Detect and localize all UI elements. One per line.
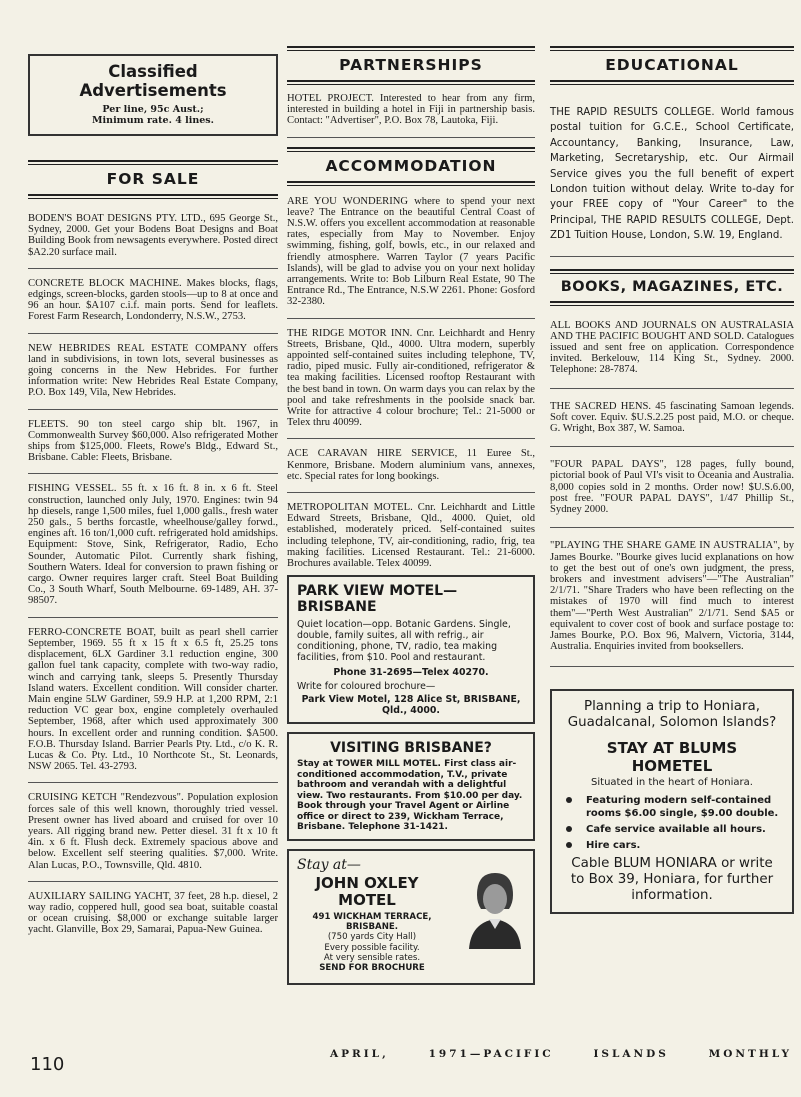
park-view-ad bbox=[287, 575, 535, 724]
ad-all-books: ALL BOOKS AND JOURNALS ON AUSTRALASIA AND THE PACIFIC BOUGHT AND SOLD. Catalogues issued and sent free on application. Correspondence invited. Berkelouw, 114 King St., Sydney. 2000. Telephone: 28-7874. bbox=[550, 320, 794, 389]
blums-head: STAY AT BLUMS HOMETEL bbox=[606, 739, 738, 776]
ad-ace-caravan: ACE CARAVAN HIRE SERVICE, 11 Euree St., Kenmore, Brisbane. Modern aluminium vans, annexes, etc. Special rates for long bookings. bbox=[287, 448, 535, 493]
blums-hometel-ad bbox=[550, 689, 794, 914]
column-middle bbox=[287, 0, 535, 985]
oxley-line-5: At very sensible rates. bbox=[323, 952, 421, 963]
section-rule bbox=[550, 80, 794, 85]
ad-auxiliary-yacht: AUXILIARY SAILING YACHT, 37 feet, 28 h.p. diesel, 2 way radio, coppered hull, good sea boat, suitable coastal or ocean cruising. $8,000 or exchange suitable larger yacht. Glanville, Box 29, Samarai, Papua-New Guinea. bbox=[28, 890, 278, 936]
ad-cruising-ketch: CRUISING KETCH "Rendezvous". Population explosion forces sale of this well known, thoroughly tried vessel. Present owner has lived aboard and cruised for over 10 years. All rigging brand new. Petter diesel. 31 ft x 10 ft 4in. x 6 ft. Flush deck. Extremely spacious above and below. Excellent self steering qualities. $7,000. Write. Alan Lucas, P.O., Townsville, Qld. 4810. bbox=[28, 792, 278, 881]
ad-hotel-project: HOTEL PROJECT. Interested to hear from any firm, interested in building a hotel in Fiji in partnership basis. Contact: "Advertiser", P.O. Box 78, Lautoka, Fiji. bbox=[287, 93, 535, 138]
ad-are-you-wondering: ARE YOU WONDERING where to spend your next leave? The Entrance on the beautiful Central Coast of N.S.W. offers you excellent accommodation at reasonable rates, especially from May to November. Enjoy swimming, fishing, golf, bowls, etc., in our relaxed and friendly atmosphere. Warren Taylor (7 years Pacific Islands), will be glad to advise you on your next holiday arrangements. Write to: Bob Lilburn Real Estate, 90 The Entrance Rd., The Entrance, N.S.W 2261. Phone: Gosford 32-2380. bbox=[287, 196, 535, 319]
oxley-name-2: MOTEL bbox=[338, 890, 396, 909]
ad-ridge-motor-inn: THE RIDGE MOTOR INN. Cnr. Leichhardt and Henry Streets, Brisbane, Qld., 4000. Ultra modern, superbly appointed self-contained suites including telephone, TV, radio, piped music. Fully air-conditioned, refrigerator & tea making facilities. Licensed rooftop Restaurant with the best band in town. On warm days you can relax by the pool and take refreshments in the poolside snack bar. Write for attractive 4 colour brochure; Tel.: 21-5000 or Telex thru 40099. bbox=[287, 328, 535, 440]
blums-item: Featuring modern self-contained rooms $6.00 single, $9.00 double. bbox=[564, 794, 780, 820]
blums-list bbox=[564, 794, 780, 852]
visiting-brisbane-ad bbox=[287, 732, 535, 841]
blums-sub: Situated in the heart of Honiara. bbox=[591, 777, 753, 789]
blums-top: Planning a trip to Honiara, Guadalcanal, Solomon Islands? bbox=[567, 699, 777, 731]
oxley-line-1: 491 WICKHAM TERRACE, bbox=[312, 911, 432, 922]
heading-books: BOOKS, MAGAZINES, ETC. bbox=[560, 278, 784, 295]
heading-for-sale: FOR SALE bbox=[106, 170, 200, 188]
portrait-illustration bbox=[463, 865, 525, 949]
ad-new-hebrides: NEW HEBRIDES REAL ESTATE COMPANY offers land in subdivisions, in town lots, several businesses as going concerns in the New Hebrides. For further information write: New Hebrides Real Estate Company, P.O. Box 149, Vila, New Hebrides. bbox=[28, 343, 278, 410]
ad-fishing-vessel: FISHING VESSEL. 55 ft. x 16 ft. 8 in. x 6 ft. Steel construction, launched only July, 1970. Engines: twin 94 hp diesels, range 1,500 miles, fuel 1,000 galls., fresh water 250 gals., 5 berths forcastle, wheelhouse/galley forwd., engines aft. 16 ton/1,000 cuft. refrigerated hold amidships. Equipment: Stove, Sink, Refrigerator, Radio, Echo Sounder, Automatic Pilot. Currently shark fishing, Southern Waters. Ideal for conversion to prawn fishing or cargo. Owner requires larger craft. Steel Boat Building Co., 3 South Wharf, South Melbourne. 69-1489, AH. 37-98507. bbox=[28, 483, 278, 617]
ad-fleets: FLEETS. 90 ton steel cargo ship blt. 1967, in Commonwealth Survey $60,000. Also refrigerated Mother ships from $125,000. Fleets, Rowe's Bldg., Edward St., Brisbane. Cable: Fleets, Brisbane. bbox=[28, 419, 278, 475]
park-view-phone: Phone 31-2695—Telex 40270. bbox=[333, 667, 489, 679]
john-oxley-ad bbox=[287, 849, 535, 985]
oxley-line-4: Every possible facility. bbox=[324, 942, 420, 953]
heading-accommodation: ACCOMMODATION bbox=[325, 156, 497, 175]
ad-concrete-block: CONCRETE BLOCK MACHINE. Makes blocks, flags, edgings, screen-blocks, garden stools—up to 8 at once and 96 an hour. $A107 c.i.f. main ports. Send for leaflets. Forest Farm Research, Londonderry, N.S.W., 2753. bbox=[28, 278, 278, 334]
oxley-stay: Stay at— bbox=[297, 856, 361, 873]
oxley-line-3: (750 yards City Hall) bbox=[327, 932, 417, 943]
section-rule bbox=[28, 194, 278, 199]
footer-islands: ISLANDS bbox=[593, 1048, 669, 1060]
ad-four-papal-days: "FOUR PAPAL DAYS", 128 pages, fully bound, pictorial book of Paul VI's visit to Oceania and Australia. 8,000 copies sold in 2 months. Order now! $U.S.6.00, post free. "FOUR PAPAL DAYS", 1/47 Phillip St., Sydney 2000. bbox=[550, 459, 794, 528]
park-view-title: PARK VIEW MOTEL—BRISBANE bbox=[297, 583, 458, 616]
visiting-body: Stay at TOWER MILL MOTEL. First class air-conditioned accommodation, T.V., private bathroom and verandah with a delightful view. Two restaurants. From $10.00 per day. Book through your Travel Agent or Airline office or direct to 239, Wickham Terrace, Brisbane. Telephone 31-1421. bbox=[297, 759, 523, 833]
visiting-title: VISITING BRISBANE? bbox=[330, 740, 492, 757]
rate-line-2: Minimum rate. 4 lines. bbox=[92, 115, 214, 126]
oxley-line-2: BRISBANE. bbox=[345, 922, 399, 933]
ad-share-game: "PLAYING THE SHARE GAME IN AUSTRALIA", by James Bourke. "Bourke gives lucid explanations on how to get the best out of one's own judgment, the press, brokers and investment advisers"—"The Australian" 2/1/71. "Share Traders who have been reflecting on the mistakes of 1970 will find much to interest them"—"Perth West Australian" 2/1/71. Send $A5 or equivalent to cover cost of book and surface postage to: James Bourke, P.O. Box 96, Malvern, Victoria, 3144, Australia. Enquiries invited from booksellers. bbox=[550, 540, 794, 667]
ad-metropolitan-motel: METROPOLITAN MOTEL. Cnr. Leichhardt and Little Edward Streets, Brisbane, Qld., 4000. Quiet, old established, moderately priced. Self-contained suites including telephone, TV, air-conditioning, radio, frig, tea making facilities. Licensed Restaurant. Tel.: 21-6000. Brochures available. Telex 40099. bbox=[287, 502, 535, 570]
blums-foot: Cable BLUM HONIARA or write to Box 39, Honiara, for further information. bbox=[570, 856, 774, 904]
rate-line-1: Per line, 95c Aust.; bbox=[102, 104, 204, 115]
park-view-address: Park View Motel, 128 Alice St, BRISBANE, Qld., 4000. bbox=[301, 694, 521, 717]
heading-partnerships: PARTNERSHIPS bbox=[339, 56, 483, 74]
park-view-body: Quiet location—opp. Botanic Gardens. Single, double, family suites, all with refrig., air conditioning, phone, TV, radio, tea making facilities, from $10. Pool and restaurant. bbox=[297, 619, 511, 664]
page-number: 110 bbox=[30, 1054, 65, 1075]
classified-header-box bbox=[28, 54, 278, 136]
heading-educational: EDUCATIONAL bbox=[605, 56, 739, 74]
park-view-write: Write for coloured brochure— bbox=[297, 681, 436, 693]
footer-month: APRIL, bbox=[330, 1048, 389, 1060]
column-right bbox=[550, 0, 794, 914]
column-left bbox=[28, 0, 278, 955]
section-rule bbox=[287, 80, 535, 85]
footer-monthly: MONTHLY bbox=[708, 1048, 792, 1060]
classified-title: Classified Advertisements bbox=[79, 62, 227, 100]
section-rule bbox=[550, 301, 794, 306]
ad-ferro-concrete: FERRO-CONCRETE BOAT, built as pearl shell carrier September, 1969. 55 ft x 15 ft x 6.5 ft, 25.25 tons displacement, 6LX Gardiner 3.1 reduction engine, 300 gallon fuel tank capacity, complete with two-way radio, winch and carrying tank, sleeps 5. Presently Thursday Island waters. Excellent condition. Will consider charter. Main engine 5LW Gardiner, 59.9 H.P. at 1,200 RPM, 2:1 reduction VC gear box, engine completely overhauled September, 1968, after which used approximately 300 hours. In excellent order and running condition. $A500. F.O.B. Thursday Island. Barrier Pearls Pty. Ltd., c/o K. R. Lucas & Co. Pty. Ltd., 10 Northcote St., St. Leonards, NSW 2065. Tel. 43-2793. bbox=[28, 627, 278, 784]
oxley-name-1: JOHN OXLEY bbox=[315, 873, 419, 892]
oxley-line-6: SEND FOR BROCHURE bbox=[319, 963, 425, 974]
blums-item: Hire cars. bbox=[564, 839, 780, 852]
footer-year-pub: 1971—PACIFIC bbox=[428, 1048, 554, 1060]
ad-rapid-results: THE RAPID RESULTS COLLEGE. World famous postal tuition for G.C.E., School Certificate, Accountancy, Banking, Insurance, Law, Marketing, Secretaryship, etc. Our Airmail Service gives you the full benefit of expert London tuition without delay. Write to-day for your FREE copy of "Your Career" to the Principal, THE RAPID RESULTS COLLEGE, Dept. ZD1 Tuition House, London, S.W. 19, England. bbox=[550, 105, 794, 257]
blums-item: Cafe service available all hours. bbox=[564, 823, 780, 836]
ad-sacred-hens: THE SACRED HENS. 45 fascinating Samoan legends. Soft cover. Equiv. $U.S.2.25 post paid, M.O. or cheque. G. Wright, Box 387, W. Samoa. bbox=[550, 401, 794, 448]
running-footer bbox=[330, 1048, 792, 1060]
section-rule bbox=[287, 181, 535, 186]
ad-bodens: BODEN'S BOAT DESIGNS PTY. LTD., 695 George St., Sydney, 2000. Get your Bodens Boat Designs and Boat Building Book from newsagents everywhere. Posted direct $A2.20 surface mail. bbox=[28, 213, 278, 269]
